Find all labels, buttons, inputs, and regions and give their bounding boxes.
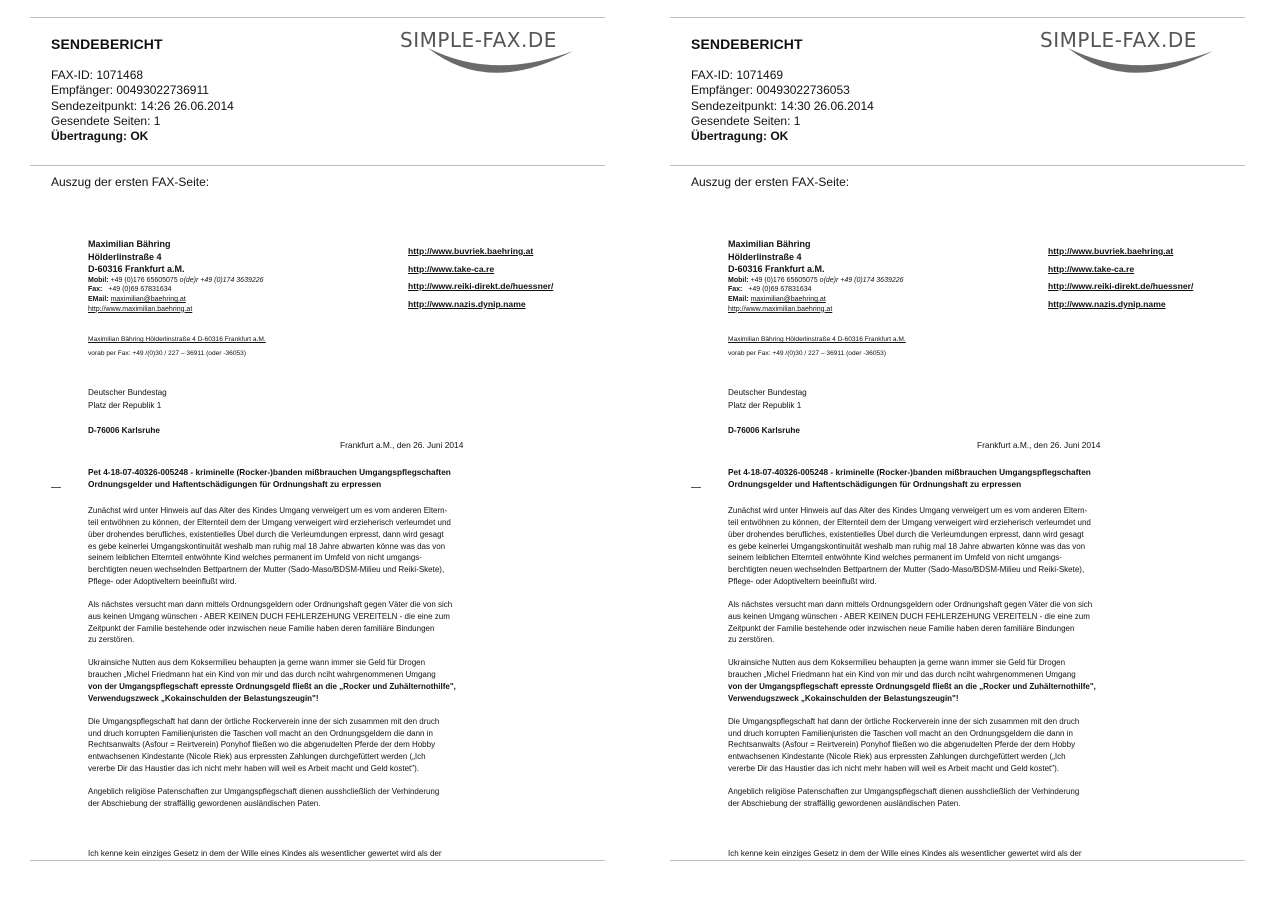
- send-time: Sendezeitpunkt: 14:30 26.06.2014: [691, 98, 874, 113]
- body-line: vererbe Dir das Haustier das ich nicht mehr haben will weil es Arbeit macht und Geld kostet").: [88, 764, 419, 774]
- paragraph: [88, 786, 574, 810]
- sender-street: Hölderlinstraße 4: [728, 251, 802, 262]
- body-line: entwachsenen Kindestante (Nicole Riek) aus erpressten Zahlungen durchgefüttert werden („Ich: [88, 752, 426, 762]
- link-reiki[interactable]: http://www.reiki-direkt.de/huessner/: [408, 281, 554, 291]
- date-line: Frankfurt a.M., den 26. Juni 2014: [977, 440, 1101, 450]
- fax-report-page-2: [640, 0, 1280, 906]
- body-line: Rechtsanwalts (Asfour = Reirtverein) Ponyhof fließen wo die abgenudelten Pferde der dem Hobby: [728, 740, 1076, 750]
- body-line: Pflege- oder Adoptiveltern beeinflußt wird.: [728, 577, 877, 587]
- body-line: seinem leiblichen Elternteil entwöhnte Kind welches permanent im Umfeld von nicht umgangs-: [88, 553, 422, 563]
- divider: [670, 17, 1245, 18]
- paragraph: [88, 657, 574, 704]
- report-title: SENDEBERICHT: [691, 36, 803, 52]
- mobile-label: Mobil:: [88, 276, 109, 284]
- mobile-alt: o(de)r +49 (0)174 3639226: [819, 276, 904, 284]
- email-label: EMail:: [88, 295, 109, 303]
- body-line: brauchen „Michel Friedmann hat ein Kind von mir und das durch nciht wahrgenommenen Umgang: [88, 670, 436, 680]
- body-line: Zunächst wird unter Hinweis auf das Alter des Kindes Umgang verweigert um es vom anderen Eltern-: [728, 506, 1088, 515]
- simple-fax-logo: [1038, 26, 1238, 78]
- sender-name: Maximilian Bähring: [88, 239, 171, 249]
- sender-city: D-60316 Frankfurt a.M.: [728, 264, 825, 275]
- body-line: der Abschiebung der straffällig gewordenen ausländischen Paten.: [88, 798, 321, 808]
- body-line: zu zerstören.: [88, 635, 135, 645]
- mobile-value: +49 (0)176 65605075: [750, 276, 818, 284]
- vorab-fax: vorab per Fax: +49 /(0)30 / 227 – 36911 (oder -36053): [88, 350, 247, 357]
- link-reiki[interactable]: http://www.reiki-direkt.de/huessner/: [1048, 281, 1194, 291]
- sender-city: D-60316 Frankfurt a.M.: [88, 264, 185, 275]
- fold-mark: [691, 487, 701, 488]
- body-line: zu zerstören.: [728, 635, 775, 645]
- recipient-street: Platz der Republik 1: [88, 400, 162, 410]
- divider: [30, 165, 605, 166]
- recipient-city: D-76006 Karlsruhe: [88, 426, 160, 435]
- subject-line: Pet 4-18-07-40326-005248 - kriminelle (Rocker-)banden mißbrauchen Umgangspflegschaften: [88, 467, 451, 477]
- body-line: Die Umgangspflegschaft hat dann der örtliche Rockerverein inne der sich zusammen mit den druch: [728, 716, 1080, 726]
- transfer-status: Übertragung: OK: [51, 129, 149, 144]
- body-line: Zeitpunkt der Familie bestehende oder inzwischen neue Familie haben deren familiäre Bindungen: [728, 623, 1075, 633]
- body-line-bold: Verwendugszweck „Kokainschulden der Belastungszeugin"!: [728, 693, 959, 703]
- body-line: Pflege- oder Adoptiveltern beeinflußt wird.: [88, 577, 237, 587]
- recipient-block: [88, 387, 167, 413]
- body-line: über drohendes berufliches, existentielles Übel durch die Verleumdungen erpresst, dann wird gesagt: [88, 529, 444, 539]
- paragraph: [88, 716, 574, 775]
- recipient-name: Deutscher Bundestag: [88, 388, 167, 397]
- paragraph: [728, 657, 1214, 704]
- logo-text: SIMPLE-FAX.DE: [400, 28, 557, 52]
- body-line: Ukrainsiche Nutten aus dem Koksermilieu behaupten ja gerne wann immer sie Geld für Drogen: [728, 658, 1066, 668]
- cut-off-line: Ich kenne kein einziges Gesetz in dem der Wille eines Kindes als wesentlicher gewertet wird als der: [88, 849, 442, 858]
- link-buvriek[interactable]: http://www.buvriek.baehring.at: [1048, 246, 1174, 256]
- pages-sent: Gesendete Seiten: 1: [691, 113, 801, 128]
- fax-id: FAX-ID: 1071468: [51, 68, 144, 82]
- paragraph: [728, 786, 1214, 810]
- recipient-block: [728, 387, 807, 413]
- sender-street: Hölderlinstraße 4: [88, 251, 162, 262]
- send-time: Sendezeitpunkt: 14:26 26.06.2014: [51, 98, 234, 113]
- fax-recipient: Empfänger: 00493022736911: [51, 83, 209, 98]
- links-block: [408, 243, 553, 313]
- fax-recipient: Empfänger: 00493022736053: [691, 83, 850, 98]
- email-link[interactable]: maximilian@baehring.at: [110, 295, 186, 303]
- body-line: seinem leiblichen Elternteil entwöhnte Kind welches permanent im Umfeld von nicht umgangs-: [728, 553, 1062, 563]
- website-link[interactable]: http://www.maximilian.baehring.at: [728, 305, 833, 313]
- body-line: aus keinen Umgang wünschen - ABER KEINEN DUCH FEHLERZEHUNG VEREITELN - die eine zum: [728, 611, 1090, 621]
- link-nazis[interactable]: http://www.nazis.dynip.name: [408, 298, 526, 309]
- body-line: Angeblich religiöse Patenschaften zur Umgangspflegschaft dienen ausshcließlich der Verhinderung: [88, 786, 440, 796]
- report-title: SENDEBERICHT: [51, 36, 163, 52]
- subject: [88, 466, 578, 490]
- paragraph: [728, 599, 1214, 646]
- body-line: Zunächst wird unter Hinweis auf das Alter des Kindes Umgang verweigert um es vom anderen Eltern-: [88, 506, 448, 515]
- website-link[interactable]: http://www.maximilian.baehring.at: [88, 305, 193, 313]
- body-line: brauchen „Michel Friedmann hat ein Kind von mir und das durch nciht wahrgenommenen Umgang: [728, 670, 1076, 680]
- subject-line: Ordnungsgelder und Haftentschädigungen für Ordnungshaft zu erpressen: [88, 479, 382, 489]
- body-line: und druch korrupten Familienjuristen die Taschen voll macht an den Ordnungsgeldern die dann in: [88, 728, 433, 738]
- report-meta: [691, 68, 874, 144]
- extract-label: Auszug der ersten FAX-Seite:: [51, 175, 210, 189]
- letter-body: [728, 505, 1214, 821]
- letter-body: [88, 505, 574, 821]
- cut-off-line: Ich kenne kein einziges Gesetz in dem der Wille eines Kindes als wesentlicher gewertet wird als der: [728, 849, 1082, 858]
- email-link[interactable]: maximilian@baehring.at: [750, 295, 826, 303]
- sender-name: Maximilian Bähring: [728, 239, 811, 249]
- date-line: Frankfurt a.M., den 26. Juni 2014: [340, 440, 464, 450]
- body-line: aus keinen Umgang wünschen - ABER KEINEN DUCH FEHLERZEHUNG VEREITELN - die eine zum: [88, 611, 450, 621]
- vorab-fax: vorab per Fax: +49 /(0)30 / 227 – 36911 (oder -36053): [728, 350, 887, 357]
- body-line-bold: Verwendugszweck „Kokainschulden der Belastungszeugin"!: [88, 693, 319, 703]
- body-line-bold: von der Umgangspflegschaft epresste Ordnungsgeld fließt an die „Rocker und Zuhälternothilfe",: [88, 681, 456, 691]
- body-line: Als nächstes versucht man dann mittels Ordnungsgeldern oder Ordnungshaft gegen Väter die von sich: [88, 599, 453, 609]
- link-buvriek[interactable]: http://www.buvriek.baehring.at: [408, 246, 534, 256]
- paragraph: [88, 505, 574, 588]
- body-line: Angeblich religiöse Patenschaften zur Umgangspflegschaft dienen ausshcließlich der Verhinderung: [728, 786, 1080, 796]
- sender-block: [728, 238, 904, 314]
- body-line: der Abschiebung der straffällig gewordenen ausländischen Paten.: [728, 798, 961, 808]
- logo-text: SIMPLE-FAX.DE: [1040, 28, 1197, 52]
- link-take-care[interactable]: http://www.take-ca.re: [1048, 263, 1135, 274]
- body-line: Als nächstes versucht man dann mittels Ordnungsgeldern oder Ordnungshaft gegen Väter die von sich: [728, 599, 1093, 609]
- fold-mark: [51, 487, 61, 488]
- body-line: Zeitpunkt der Familie bestehende oder inzwischen neue Familie haben deren familiäre Bindungen: [88, 623, 435, 633]
- body-line: vererbe Dir das Haustier das ich nicht mehr haben will weil es Arbeit macht und Geld kostet").: [728, 764, 1059, 774]
- divider: [670, 860, 1245, 861]
- report-meta: [51, 68, 234, 144]
- body-line: Rechtsanwalts (Asfour = Reirtverein) Ponyhof fließen wo die abgenudelten Pferde der dem Hobby: [88, 740, 436, 750]
- mobile-alt: o(de)r +49 (0)174 3639226: [179, 276, 264, 284]
- link-take-care[interactable]: http://www.take-ca.re: [408, 263, 495, 274]
- links-block: [1048, 243, 1193, 313]
- mobile-label: Mobil:: [728, 276, 749, 284]
- body-line: teil entwöhnen zu können, der Elternteil dem der Umgang verweigert wird erzieherisch verleumdet und: [88, 517, 451, 527]
- body-line: über drohendes berufliches, existentielles Übel durch die Verleumdungen erpresst, dann wird gesagt: [728, 529, 1084, 539]
- fax-value: +49 (0)69 67831634: [748, 286, 812, 294]
- return-address: Maximilian Bähring Hölderlinstraße 4 D-60316 Frankfurt a.M.: [88, 336, 266, 343]
- recipient-city: D-76006 Karlsruhe: [728, 426, 800, 435]
- body-line: Die Umgangspflegschaft hat dann der örtliche Rockerverein inne der sich zusammen mit den druch: [88, 716, 440, 726]
- return-address: Maximilian Bähring Hölderlinstraße 4 D-60316 Frankfurt a.M.: [728, 336, 906, 343]
- body-line: Ukrainsiche Nutten aus dem Koksermilieu behaupten ja gerne wann immer sie Geld für Drogen: [88, 658, 426, 668]
- subject-line: Ordnungsgelder und Haftentschädigungen für Ordnungshaft zu erpressen: [728, 479, 1022, 489]
- fax-value: +49 (0)69 67831634: [108, 286, 172, 294]
- divider: [670, 165, 1245, 166]
- email-label: EMail:: [728, 295, 749, 303]
- mobile-value: +49 (0)176 65605075: [110, 276, 178, 284]
- body-line: es gebe keinerlei Umgangskontinuität weshalb man ruhig mal 18 Jahre abwarten könne was das von: [88, 541, 446, 551]
- body-line: teil entwöhnen zu können, der Elternteil dem der Umgang verweigert wird erzieherisch verleumdet und: [728, 517, 1091, 527]
- body-line: und druch korrupten Familienjuristen die Taschen voll macht an den Ordnungsgeldern die dann in: [728, 728, 1073, 738]
- body-line: es gebe keinerlei Umgangskontinuität weshalb man ruhig mal 18 Jahre abwarten könne was das von: [728, 541, 1086, 551]
- body-line: entwachsenen Kindestante (Nicole Riek) aus erpressten Zahlungen durchgefüttert werden („Ich: [728, 752, 1066, 762]
- sender-block: [88, 238, 264, 314]
- recipient-name: Deutscher Bundestag: [728, 388, 807, 397]
- pages-sent: Gesendete Seiten: 1: [51, 113, 161, 128]
- divider: [30, 860, 605, 861]
- fax-label: Fax:: [88, 286, 103, 294]
- extract-label: Auszug der ersten FAX-Seite:: [691, 175, 850, 189]
- subject: [728, 466, 1218, 490]
- paragraph: [88, 599, 574, 646]
- divider: [30, 17, 605, 18]
- recipient-street: Platz der Republik 1: [728, 400, 802, 410]
- link-nazis[interactable]: http://www.nazis.dynip.name: [1048, 298, 1166, 309]
- body-line: berchtigten neuen wechselnden Bettpartnern der Mutter (Sado-Maso/BDSM-Milieu und Reiki-Skete),: [88, 565, 445, 575]
- fax-label: Fax:: [728, 286, 743, 294]
- subject-line: Pet 4-18-07-40326-005248 - kriminelle (Rocker-)banden mißbrauchen Umgangspflegschaften: [728, 467, 1091, 477]
- paragraph: [728, 505, 1214, 588]
- body-line-bold: von der Umgangspflegschaft epresste Ordnungsgeld fließt an die „Rocker und Zuhälternothilfe",: [728, 681, 1096, 691]
- simple-fax-logo: [398, 26, 598, 78]
- fax-id: FAX-ID: 1071469: [691, 68, 784, 82]
- paragraph: [728, 716, 1214, 775]
- transfer-status: Übertragung: OK: [691, 129, 789, 144]
- body-line: berchtigten neuen wechselnden Bettpartnern der Mutter (Sado-Maso/BDSM-Milieu und Reiki-Skete),: [728, 565, 1085, 575]
